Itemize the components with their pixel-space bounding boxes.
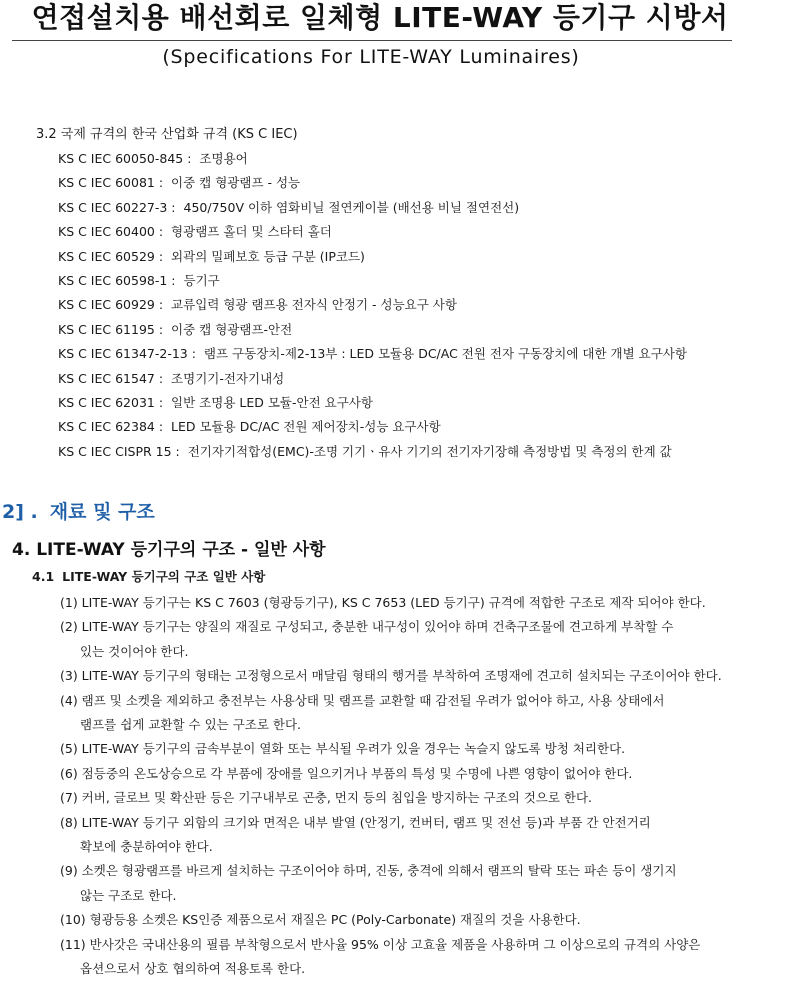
requirement-continuation: 램프를 쉽게 교환할 수 있는 구조로 한다. <box>80 717 302 733</box>
requirement-continuation: 옵션으로서 상호 협의하여 적용토록 한다. <box>80 961 306 977</box>
standard-title: 450/750V 이하 염화비닐 절연케이블 (배선용 비닐 절연전선) <box>183 199 520 215</box>
standard-item <box>58 149 687 173</box>
requirement-line: (2) LITE-WAY 등기구는 양질의 재질로 구성되고, 충분한 내구성이 있어야 하며 건축구조물에 견고하게 부착할 수 <box>60 619 674 635</box>
chapter-title: 재료 및 구조 <box>49 501 155 523</box>
standard-code: KS C IEC 60081 : <box>58 175 164 191</box>
standard-title: 일반 조명용 LED 모듈-안전 요구사항 <box>171 394 373 410</box>
requirement-line: (5) LITE-WAY 등기구의 금속부분이 열화 또는 부식될 우려가 있을 경우는 녹슬지 않도록 방청 처리한다. <box>60 741 626 757</box>
requirement-line: (11) 반사갓은 국내산용의 필름 부착형으로서 반사율 95% 이상 고효율 제품을 사용하며 그 이상으로의 규격의 사양은 <box>60 936 701 952</box>
section-4-1-heading <box>32 567 265 587</box>
requirement-line: (1) LITE-WAY 등기구는 KS C 7603 (형광등기구), KS C 7653 (LED 등기구) 규격에 적합한 구조로 제작 되어야 한다. <box>60 595 706 610</box>
chapter-heading <box>2 498 155 526</box>
standard-code: KS C IEC 60598-1 : <box>58 272 176 288</box>
standard-code: KS C IEC 61547 : <box>58 370 164 386</box>
standard-code: KS C IEC 60929 : <box>58 297 164 313</box>
standard-title: 등기구 <box>183 272 220 288</box>
standard-item <box>58 344 687 368</box>
standard-title: 형광램프 홀더 및 스타터 홀더 <box>171 224 332 240</box>
standard-item <box>58 222 687 246</box>
document-subtitle: (Specifications For LITE-WAY Luminaires) <box>162 46 580 68</box>
requirement-line: (9) 소켓은 형광램프를 바르게 설치하는 구조이어야 하며, 진동, 충격에 의해서 램프의 탈락 또는 파손 등이 생기지 <box>60 863 677 879</box>
requirement-continuation: 않는 구조로 한다. <box>80 887 177 903</box>
requirement-line: (10) 형광등용 소켓은 KS인증 제품으로서 재질은 PC (Poly-Carbonate) 재질의 것을 사용한다. <box>60 912 581 928</box>
requirement-item <box>60 689 790 738</box>
standard-item <box>58 369 687 393</box>
standard-code: KS C IEC 60400 : <box>58 224 164 240</box>
standards-list <box>58 149 687 466</box>
section-4-1-title: LITE-WAY 등기구의 구조 일반 사항 <box>62 569 266 584</box>
standard-title: 조명기기-전자기내성 <box>171 370 285 386</box>
requirement-item <box>60 786 790 810</box>
section-4-1-number: 4.1 <box>32 569 55 584</box>
standard-item <box>58 417 687 441</box>
chapter-number: 2] . <box>2 501 38 523</box>
standard-code: KS C IEC 60227-3 : <box>58 199 176 215</box>
requirement-item <box>60 664 790 688</box>
standard-item <box>58 393 687 417</box>
standard-title: 램프 구동장치-제2-13부 : LED 모듈용 DC/AC 전원 전자 구동장치에 대한 개별 요구사항 <box>203 346 687 362</box>
standard-code: KS C IEC 60050-845 : <box>58 151 192 166</box>
standard-title: 교류입력 형광 램프용 전자식 안정기 - 성능요구 사항 <box>171 297 457 313</box>
requirement-line: (6) 점등중의 온도상승으로 각 부품에 장애를 일으키거나 부품의 특성 및 수명에 나쁜 영향이 없어야 한다. <box>60 765 633 781</box>
requirement-item <box>60 933 790 982</box>
standard-code: KS C IEC CISPR 15 : <box>58 443 180 459</box>
standard-item <box>58 198 687 222</box>
standard-code: KS C IEC 62031 : <box>58 394 164 410</box>
requirement-item <box>60 811 790 860</box>
standard-title: 조명용어 <box>199 151 248 166</box>
standard-code: KS C IEC 62384 : <box>58 419 164 435</box>
standard-code: KS C IEC 61347-2-13 : <box>58 346 196 362</box>
standard-item <box>58 173 687 197</box>
title-underline <box>12 40 732 41</box>
standard-title: 전기자기적합성(EMC)-조명 기기ㆍ유사 기기의 전기자기장해 측정방법 및 측정의 한계 값 <box>187 443 672 459</box>
standard-item <box>58 295 687 319</box>
requirement-line: (3) LITE-WAY 등기구의 형태는 고정형으로서 매달림 형태의 행거를 부착하여 조명재에 견고히 설치되는 구조이어야 한다. <box>60 668 722 684</box>
standard-title: 외곽의 밀폐보호 등급 구분 (IP코드) <box>171 248 365 264</box>
document-title: 연접설치용 배선회로 일체형 LITE-WAY 등기구 시방서 <box>31 1 729 34</box>
requirement-line: (8) LITE-WAY 등기구 외함의 크기와 면적은 내부 발열 (안정기, 컨버터, 램프 및 전선 등)과 부품 간 안전거리 <box>60 814 651 830</box>
standard-item <box>58 247 687 271</box>
section-3-2-heading: 3.2 국제 규격의 한국 산업화 규격 (KS C IEC) <box>36 127 298 142</box>
requirement-item <box>60 762 790 786</box>
standard-code: KS C IEC 60529 : <box>58 248 164 264</box>
requirement-line: (4) 램프 및 소켓을 제외하고 충전부는 사용상태 및 램프를 교환할 때 감전될 우려가 없어야 하고, 사용 상태에서 <box>60 692 665 708</box>
requirement-item <box>60 615 790 664</box>
requirement-item <box>60 591 790 615</box>
standard-title: LED 모듈용 DC/AC 전원 제어장치-성능 요구사항 <box>171 419 441 435</box>
requirement-item <box>60 737 790 761</box>
standard-item <box>58 320 687 344</box>
requirement-item <box>60 859 790 908</box>
standard-code: KS C IEC 61195 : <box>58 321 164 337</box>
requirement-continuation: 확보에 충분하여야 한다. <box>80 839 213 855</box>
standard-title: 이중 캡 형광램프-안전 <box>171 321 293 337</box>
requirement-item <box>60 908 790 932</box>
standard-title: 이중 캡 형광램프 - 성능 <box>171 175 301 191</box>
section-4-heading: 4. LITE-WAY 등기구의 구조 - 일반 사항 <box>12 540 326 560</box>
standard-item <box>58 442 687 466</box>
requirement-line: (7) 커버, 글로브 및 확산판 등은 기구내부로 곤충, 먼지 등의 침입을 방지하는 구조의 것으로 한다. <box>60 790 593 806</box>
standard-item <box>58 271 687 295</box>
requirements-list <box>60 591 790 982</box>
requirement-continuation: 있는 것이어야 한다. <box>80 643 189 659</box>
